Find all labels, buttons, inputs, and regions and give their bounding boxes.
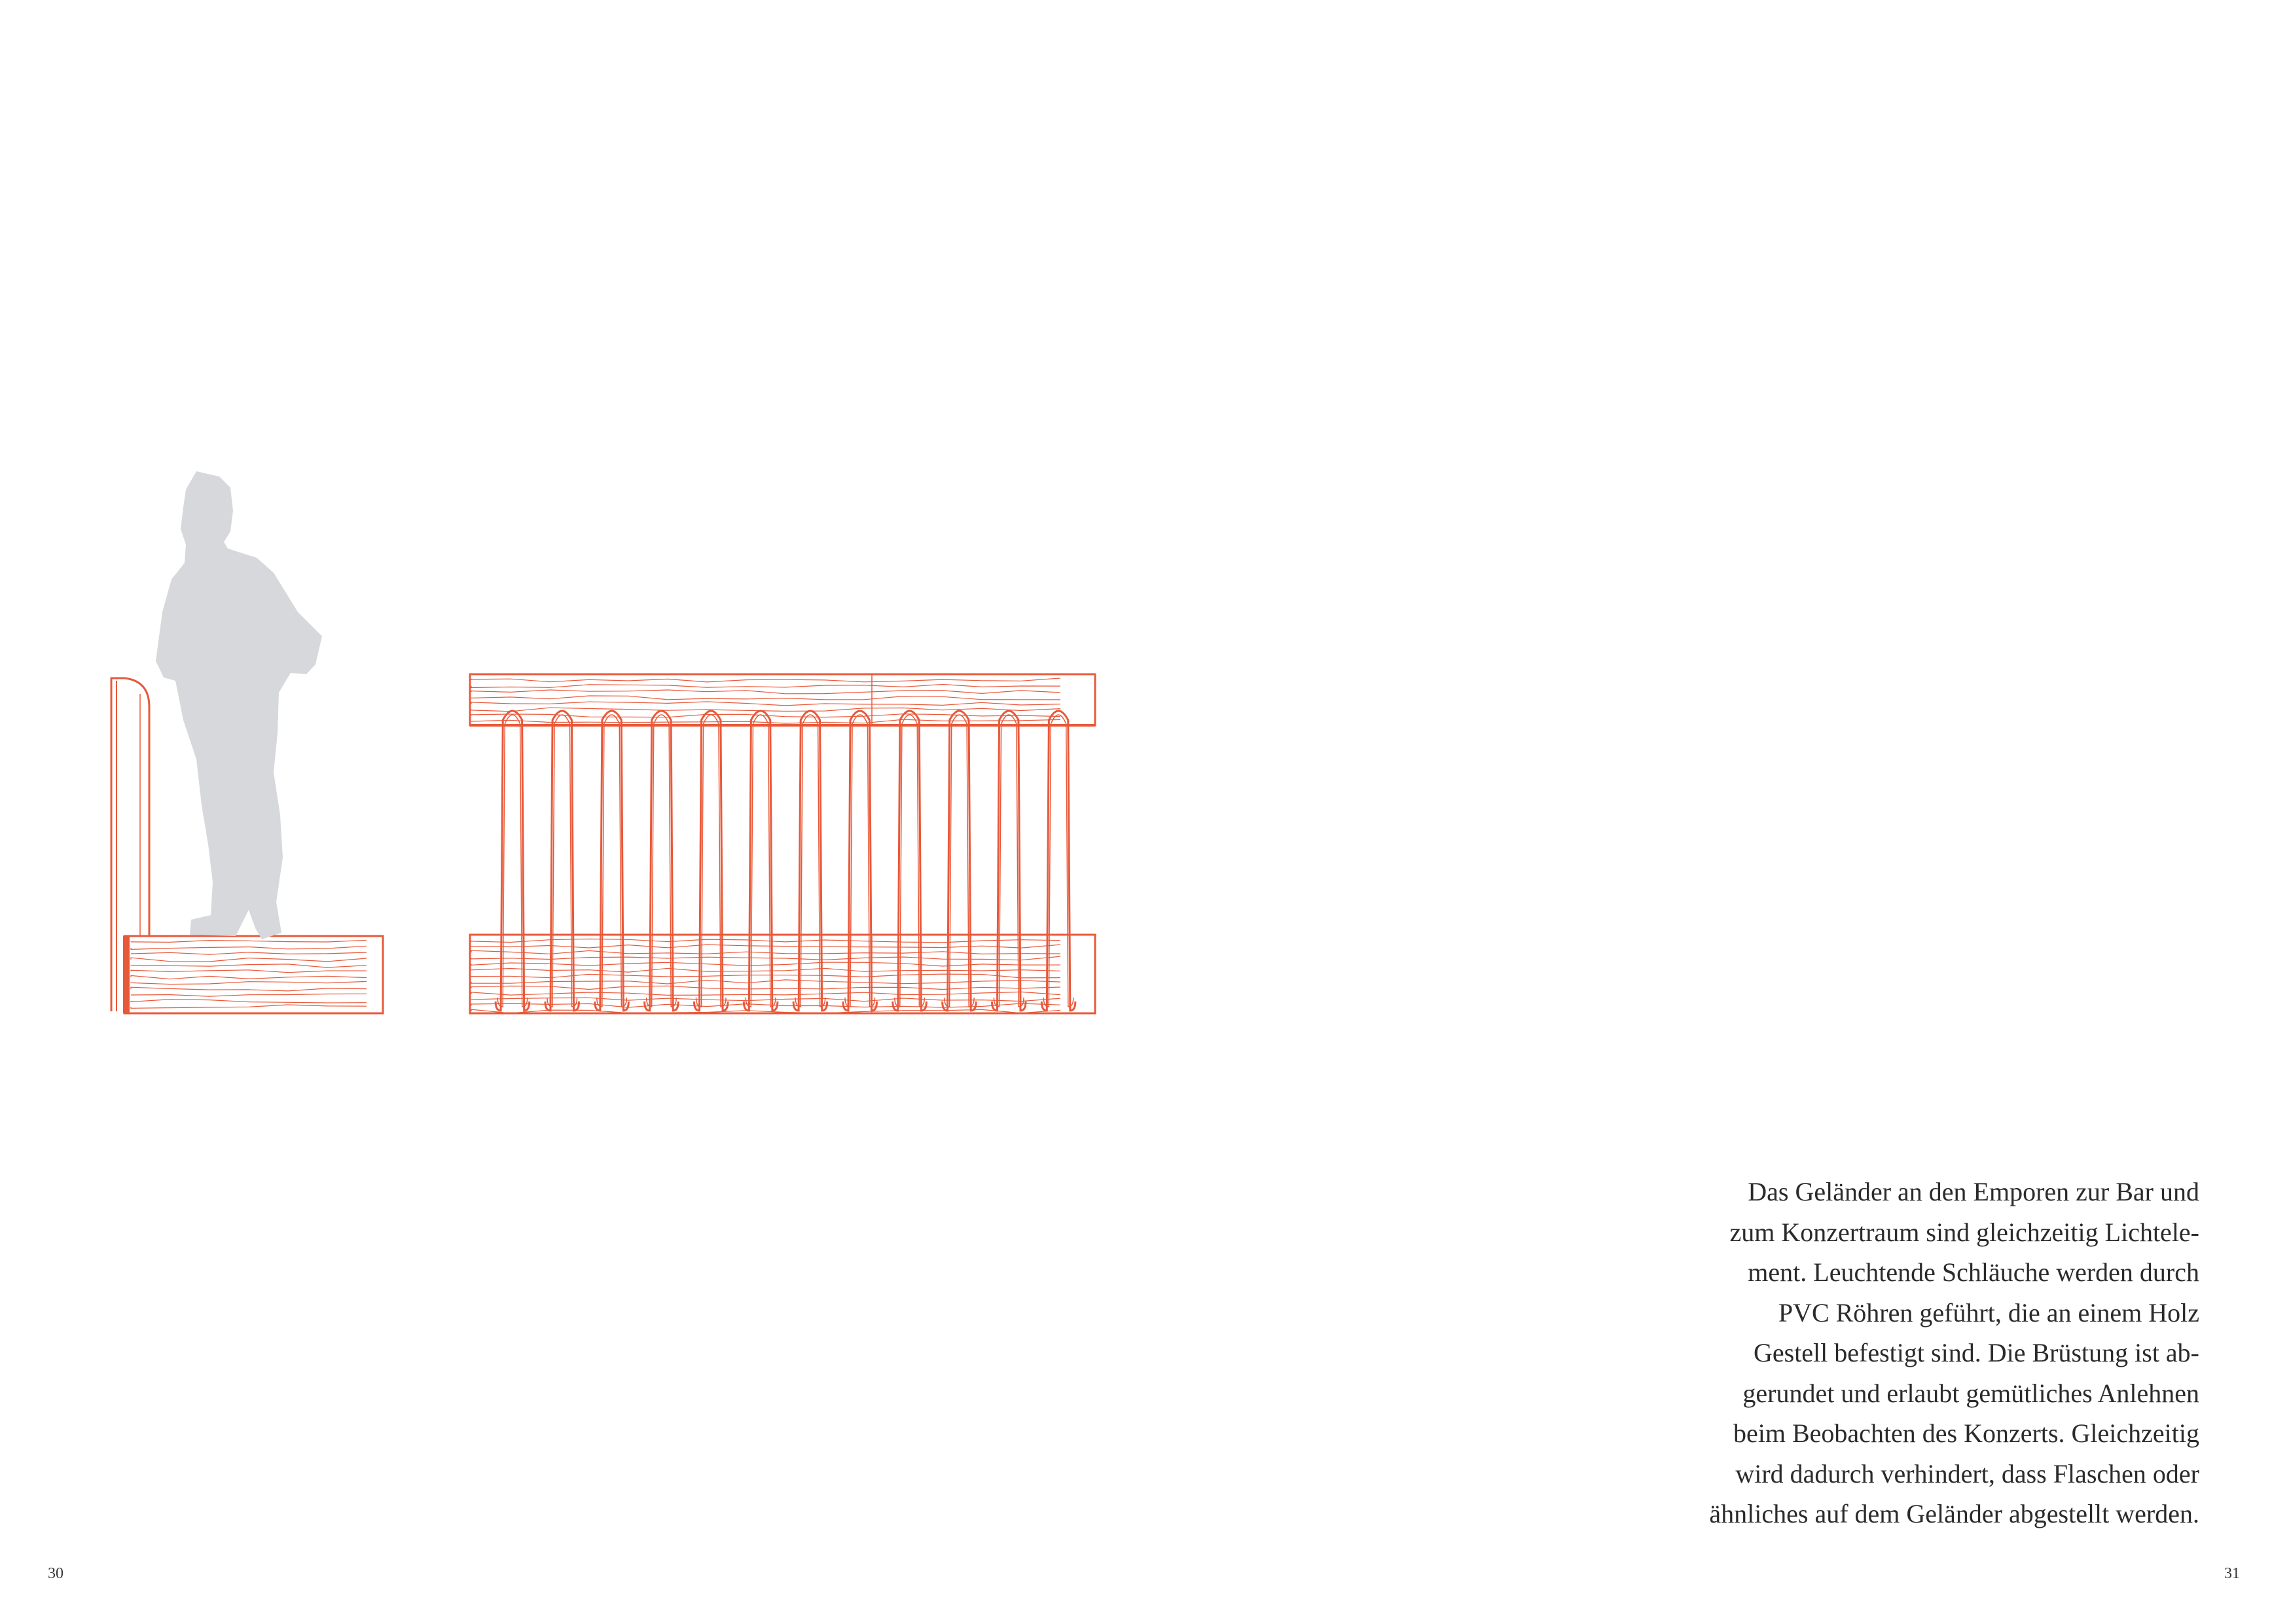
hose-loop [744,711,778,1011]
grain-line [471,702,1060,706]
page-number-right: 31 [2224,1565,2240,1582]
light-hose-loops [496,711,1075,1011]
grain-line [131,975,367,979]
grain-line [471,939,1060,943]
grain-line [131,958,367,962]
grain-line [471,974,1060,978]
grain-line [131,994,367,996]
grain-line [131,1005,367,1008]
text-line: gerundet und erlaubt gemütliches Anlehnen [1742,1378,2199,1408]
wood-grain [131,940,367,1008]
page-number-left: 30 [48,1565,63,1582]
hose-loop [992,711,1026,1011]
text-line: wird dadurch verhindert, dass Flaschen oder [1735,1458,2199,1489]
grain-line [471,980,1060,984]
grain-line [131,952,367,954]
grain-line [131,940,367,942]
hose-loop [943,711,977,1011]
grain-line [131,964,367,967]
grain-line [131,981,367,984]
hose-loop [496,711,530,1011]
grain-line [471,719,1060,723]
section-post [123,936,130,1013]
grain-line [471,696,1060,700]
description-paragraph [1558,1172,2199,1534]
wood-grain [471,678,1060,1013]
grain-line [131,1000,367,1003]
text-line: ähnliches auf dem Geländer abgestellt werden. [1709,1499,2199,1528]
text-line: zum Konzertraum sind gleichzeitig Lichtele- [1729,1217,2199,1247]
person-silhouette-icon [156,471,322,939]
grain-line [471,986,1060,989]
text-line: Das Geländer an den Emporen zur Bar und [1748,1177,2199,1206]
grain-line [471,962,1060,966]
hose-loop [694,711,728,1011]
hose-loop [893,711,927,1011]
hose-loop [595,711,629,1011]
text-line: PVC Röhren geführt, die an einem Holz [1778,1297,2199,1327]
hose-loop [645,711,679,1011]
hose-loop [545,711,579,1011]
grain-line [471,956,1060,960]
grain-line [131,987,367,991]
grain-line [471,945,1060,948]
grain-line [131,946,367,949]
hose-loop [1041,711,1075,1011]
grain-line [471,678,1060,682]
text-line: beim Beobachten des Konzerts. Gleichzeitig [1733,1418,2199,1448]
hose-loop [843,711,877,1011]
railing-elevation-view [470,674,1095,1013]
grain-line [471,998,1060,1001]
grain-line [471,950,1060,954]
text-line: Gestell befestigt sind. Die Brüstung ist ab- [1753,1338,2199,1367]
grain-line [471,968,1060,972]
grain-line [471,690,1060,694]
text-line: ment. Leuchtende Schläuche werden durch [1748,1257,2199,1287]
hose-loop [793,711,827,1011]
grain-line [471,685,1060,688]
grain-line [471,992,1060,995]
grain-line [131,970,367,973]
